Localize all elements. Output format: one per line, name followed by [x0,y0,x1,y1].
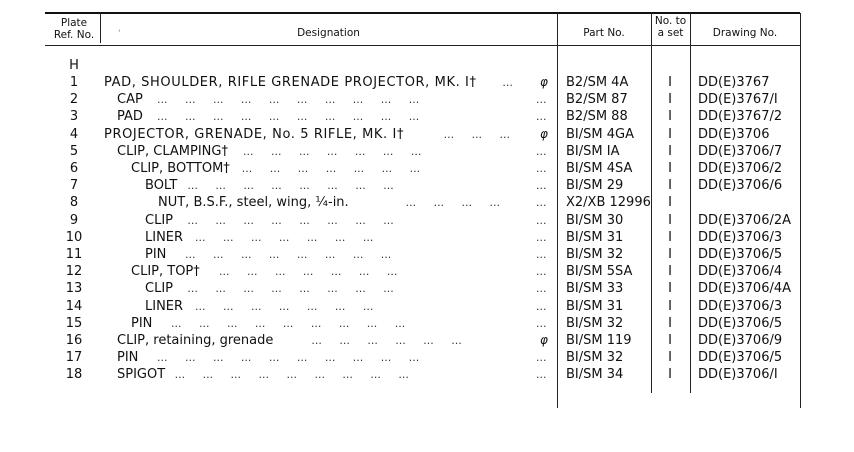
scan-mark: ‘ [118,29,121,39]
quantity-per-set: I [668,281,672,297]
header-plate-ref-line1: Plate [60,17,88,29]
leader-dots-end: ... [536,368,547,382]
designation-text: BOLT [145,178,178,194]
table-row [0,246,854,263]
drawing-number: DD(E)3706/7 [698,143,783,159]
designation-text: LINER [145,298,184,314]
quantity-per-set: I [668,333,672,348]
table-row [0,194,854,211]
leader-dots: ... ... ... ... ... ... ... ... [187,179,394,193]
drawing-number: DD(E)3706/3 [698,298,783,314]
leader-dots: ... ... ... ... ... ... ... ... ... ... [157,351,420,365]
leader-dots: ... [502,76,513,89]
table-row [0,263,854,280]
part-number: B2/SM 87 [566,92,628,108]
header-no-to-set-line2: a set [657,27,684,39]
plate-ref-no: 5 [69,143,79,159]
part-number: BI/SM 5SA [566,264,633,280]
designation-text: LINER [145,229,184,245]
part-number: BI/SM 4GA [566,126,634,142]
leader-dots-end: ... [536,162,547,175]
table-row [0,229,854,246]
plate-ref-no: 9 [69,212,79,228]
part-number: BI/SM 32 [566,247,624,262]
leader-dots-end: ... [536,299,547,313]
phi-symbol: φ [540,333,548,347]
quantity-per-set: I [668,367,672,383]
leader-dots-end: ... [536,179,547,193]
table-row [0,177,854,194]
header-drawing-no: Drawing No. [712,27,778,39]
quantity-per-set: I [668,247,672,262]
leader-dots: ... ... ... ... ... ... ... ... ... ... [157,93,420,107]
quantity-per-set: I [668,126,672,142]
quantity-per-set: I [668,212,672,228]
leader-dots-end: ... [536,93,547,107]
table-row [0,126,854,143]
quantity-per-set: I [668,350,672,366]
leader-dots: ... ... ... ... ... ... ... [219,265,398,279]
table-row [0,366,854,383]
leader-dots: ... ... ... ... [405,196,501,210]
leader-dots-end: ... [536,213,547,227]
table-row [0,315,854,332]
leader-dots: ... ... ... ... ... ... ... ... [185,248,392,261]
designation-text: NUT, B.S.F., steel, wing, ¼-in. [158,195,349,211]
leader-dots-end: ... [536,282,547,296]
quantity-per-set: I [668,315,672,331]
drawing-number: DD(E)3706/2A [698,212,792,228]
designation-text: PIN [131,315,153,331]
drawing-number: DD(E)3706/I [698,367,778,383]
drawing-number: DD(E)3706/4A [698,281,792,297]
phi-symbol: φ [540,75,548,89]
part-number: BI/SM IA [566,143,620,159]
quantity-per-set: I [668,229,672,245]
plate-ref-no: 12 [65,264,83,280]
plate-ref-no: 17 [65,350,83,366]
header-part-no: Part No. [583,27,625,39]
header-plate-ref [48,17,100,41]
table-row [0,298,854,315]
designation-text: CLIP, TOP† [131,264,200,280]
designation-text: CLIP, retaining, grenade [117,333,274,348]
part-number: B2/SM 4A [566,75,629,90]
table-row [0,160,854,177]
quantity-per-set: I [668,92,672,108]
part-number: BI/SM 30 [566,212,624,228]
designation-text: CLIP, BOTTOM† [131,161,230,176]
plate-ref-no: 8 [69,195,79,211]
leader-dots: ... ... ... ... ... ... ... ... ... ... [157,110,420,124]
plate-ref-no: 14 [65,298,83,314]
plate-ref-no: 7 [69,178,79,194]
part-number: BI/SM 119 [566,333,632,348]
drawing-number: DD(E)3706/4 [698,264,783,280]
drawing-number: DD(E)3767 [698,75,770,90]
leader-dots-end: ... [536,196,547,210]
header-designation: Designation [297,27,360,39]
table-row [0,91,854,108]
quantity-per-set: I [668,161,672,176]
quantity-per-set: I [668,109,672,125]
designation-text: PROJECTOR, GRENADE, No. 5 RIFLE, MK. I† [104,126,405,142]
quantity-per-set: I [668,178,672,194]
quantity-per-set: I [668,195,672,211]
header-no-to-set [651,15,690,39]
leader-dots-end: ... [536,351,547,365]
part-number: BI/SM 32 [566,350,624,366]
header-plate-ref-line2: Ref. No. [53,29,95,41]
plate-ref-no: 2 [69,92,79,108]
designation-text: CLIP [145,281,173,297]
part-number: BI/SM 32 [566,315,624,331]
part-number: B2/SM 88 [566,109,628,125]
drawing-number: DD(E)3767/2 [698,109,783,125]
table-row [0,280,854,297]
table-row [0,332,854,349]
header-no-to-set-line1: No. to [654,15,687,27]
designation-text: CLIP, CLAMPING† [117,143,228,159]
leader-dots-end: ... [536,110,547,124]
plate-ref-no: 4 [69,126,79,142]
section-letter: H [69,58,79,73]
leader-dots-end: ... [536,144,547,158]
part-number: BI/SM 29 [566,178,624,194]
header-rule [45,45,800,46]
designation-text: PIN [117,350,139,366]
plate-ref-no: 18 [65,367,83,383]
quantity-per-set: I [668,264,672,280]
drawing-number: DD(E)3706/5 [698,350,783,366]
table-row [0,143,854,160]
table-row [0,108,854,125]
part-number: BI/SM 4SA [566,161,633,176]
drawing-number: DD(E)3706/5 [698,315,783,331]
table-row [0,212,854,229]
part-number: BI/SM 31 [566,298,624,314]
part-number: BI/SM 33 [566,281,624,297]
part-number: BI/SM 31 [566,229,624,245]
leader-dots: ... ... ... [443,127,511,141]
part-number: BI/SM 34 [566,367,624,383]
plate-ref-no: 1 [69,75,79,90]
drawing-number: DD(E)3767/I [698,92,778,108]
designation-text: PIN [145,247,167,262]
designation-text: PAD, SHOULDER, RIFLE GRENADE PROJECTOR, MK. I† [104,75,477,90]
drawing-number: DD(E)3706 [698,126,770,142]
plate-ref-no: 15 [65,315,83,331]
plate-ref-no: 3 [69,109,79,125]
leader-dots: ... ... ... ... ... ... ... [195,230,374,244]
drawing-number: DD(E)3706/5 [698,247,783,262]
drawing-number: DD(E)3706/6 [698,178,783,194]
leader-dots-end: ... [536,230,547,244]
quantity-per-set: I [668,298,672,314]
quantity-per-set: I [668,75,672,90]
drawing-number: DD(E)3706/2 [698,161,783,176]
table-row [0,74,854,91]
plate-ref-no: 6 [69,161,79,176]
designation-text: CAP [117,92,143,108]
leader-dots: ... ... ... ... ... ... ... [243,144,422,158]
leader-dots: ... ... ... ... ... ... ... ... [187,213,394,227]
table-row [0,349,854,366]
drawing-number: DD(E)3706/9 [698,333,783,348]
phi-symbol: φ [540,126,548,141]
leader-dots: ... ... ... ... ... ... ... ... ... [174,368,409,382]
leader-dots-end: ... [536,248,547,261]
designation-text: PAD [117,109,143,125]
plate-ref-no: 16 [65,333,83,348]
quantity-per-set: I [668,143,672,159]
leader-dots: ... ... ... ... ... ... [311,334,462,347]
drawing-number: DD(E)3706/3 [698,229,783,245]
leader-dots-end: ... [536,316,547,330]
designation-text: SPIGOT [117,367,166,383]
leader-dots: ... ... ... ... ... ... ... [195,299,374,313]
top-rule [45,12,800,14]
plate-ref-no: 10 [65,229,83,245]
plate-ref-no: 13 [65,281,83,297]
leader-dots-end: ... [536,265,547,279]
part-number: X2/XB 12996 [566,195,651,211]
leader-dots: ... ... ... ... ... ... ... ... ... [171,316,406,330]
leader-dots: ... ... ... ... ... ... ... ... [187,282,394,296]
leader-dots: ... ... ... ... ... ... ... [241,162,421,175]
plate-ref-no: 11 [65,247,83,262]
designation-text: CLIP [145,212,173,228]
